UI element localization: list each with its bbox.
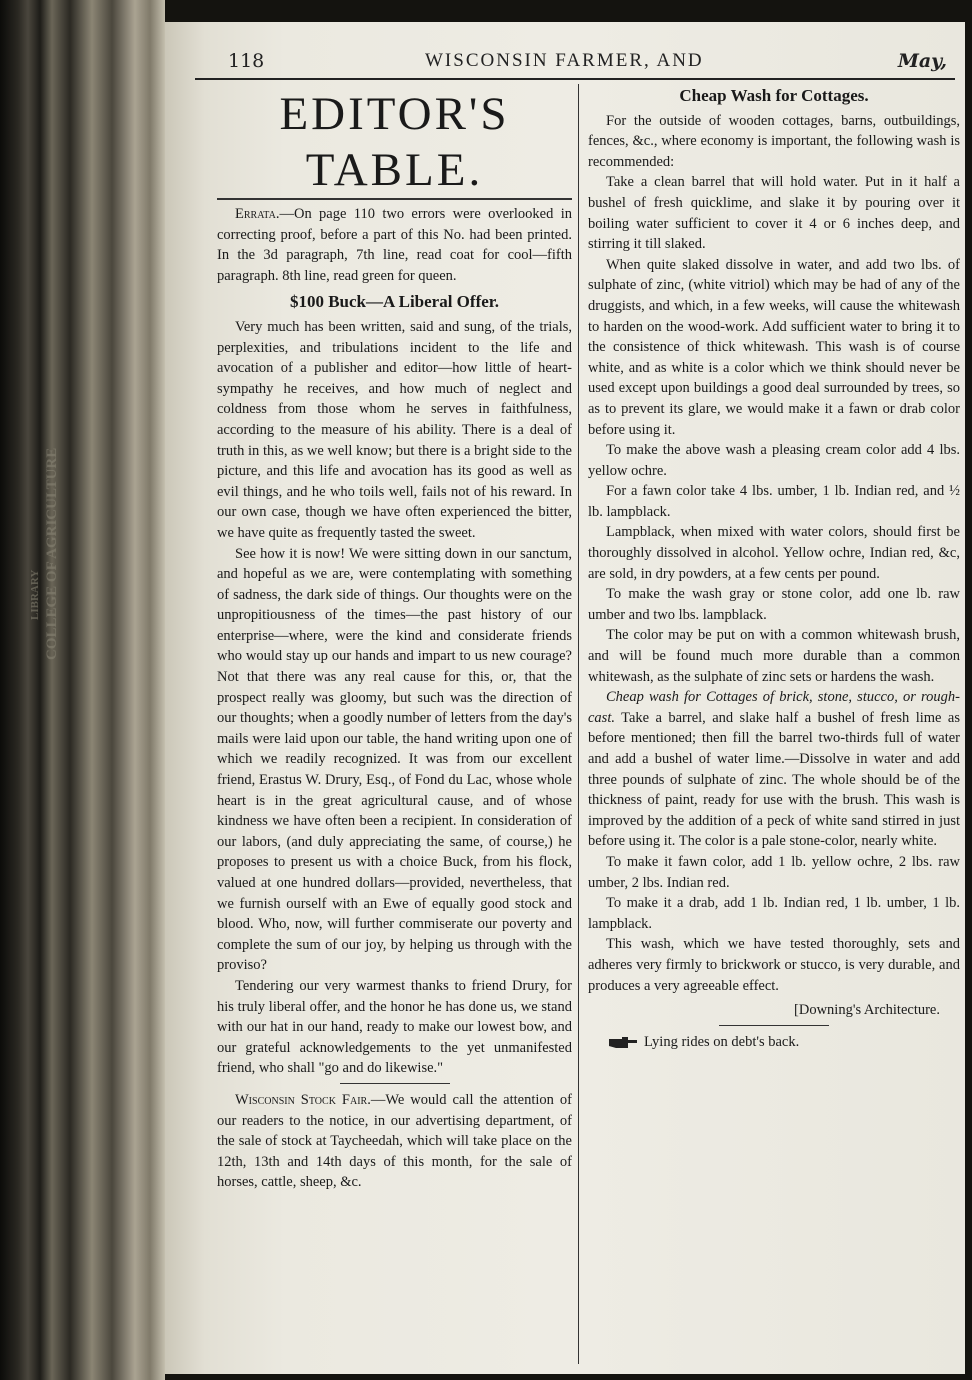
wash-paragraph: To make it a drab, add 1 lb. Indian red, 1 lb. umber, 1 lb. lampblack.	[588, 895, 960, 932]
article-paragraph: Tendering our very warmest thanks to friend Drury, for his truly liberal offer, and the honor he has done us, we stand with our hat in our hand, ready to make our lowest bow, and our grateful acknowledgements to the yet unmanifested friend, who shall "go and do likewise."	[217, 977, 572, 1077]
svg-text:LIBRARY: LIBRARY	[29, 569, 41, 620]
svg-text:COLLEGE OF AGRICULTURE: COLLEGE OF AGRICULTURE	[44, 447, 60, 660]
stock-fair-text: —We would call the attention of our readers to the notice, in our advertising department, of the sale of stock at Taycheedah, which will take place on the 12th, 13th and 14th days of this month, for the sale of horses, cattle, sheep, &c.	[217, 1091, 572, 1191]
attribution: [Downing's Architecture.	[794, 1002, 940, 1019]
article-heading-buck: $100 Buck—A Liberal Offer.	[289, 292, 500, 312]
brick-wash-paragraph	[588, 687, 960, 852]
wash-paragraph: Lampblack, when mixed with water colors, should first be thoroughly dissolved in alcohol. Yellow ochre, Indian red, &c, are sold, in dry powders, at a few cents per pound.	[588, 524, 960, 582]
errata-text: —On page 110 two errors were overlooked in correcting proof, before a part of this No. had been printed. In the 3d paragraph, 7th line, read coat for cool—fifth paragraph. 8th line, read green for queen.	[217, 206, 572, 284]
brick-wash-heading: Cheap wash for Cottages of brick, stone, stucco, or rough-cast.	[588, 689, 960, 726]
wash-paragraph: When quite slaked dissolve in water, and add two lbs. of sulphate of zinc, (white vitriol) which may be had of any of the druggists, and which, in a few weeks, will cause the whitewash to harden on the wood-work. Add sufficient water to bring it to the consistence of thick whitewash. This wash is of course white, and as white is a color which we think should never be used except upon buildings a good deal surrounded by trees, so as to prevent its glare, we would make it a fawn or drab color before using it.	[588, 256, 960, 438]
section-title: EDITOR'S TABLE.	[217, 84, 572, 200]
library-stamp	[18, 250, 78, 670]
book-binding-edge	[0, 0, 165, 1380]
wash-paragraph: For a fawn color take 4 lbs. umber, 1 lb. Indian red, and ½ lb. lampblack.	[588, 483, 960, 520]
page-number: 118	[228, 50, 265, 72]
stock-fair-paragraph	[217, 1090, 572, 1193]
divider-rule	[719, 1025, 829, 1026]
article-paragraph: Very much has been written, said and sung, of the trials, perplexities, and tribulations incident to the life and avocation of a publisher and editor—how little of heart-sympathy he receives, and how much of neglect and coldness from those whom he serves in faithfulness, according to the measure of his ability. There is a deal of truth in this, as we well know; but there is a bright side to the picture, and this life and avocation has its good as well as evil things, and he who toils well, fails not of his reward. In our own case, though we have often experienced the bitter, we have quite as frequently tasted the sweet.	[217, 318, 572, 541]
stock-fair-label: Wisconsin Stock Fair.	[235, 1091, 371, 1108]
wash-paragraph: To make the above wash a pleasing cream color add 4 lbs. yellow ochre.	[588, 442, 960, 479]
divider-rule	[340, 1083, 450, 1084]
newspaper-page	[165, 22, 965, 1374]
issue-month: May,	[897, 50, 947, 72]
right-column	[588, 84, 960, 1052]
pointing-hand-icon	[608, 1036, 638, 1049]
wash-paragraph: To make it fawn color, add 1 lb. yellow ochre, 2 lbs. raw umber, 2 lbs. Indian red.	[588, 853, 960, 891]
errata-label: Errata.	[235, 206, 280, 222]
article-paragraph: See how it is now! We were sitting down in our sanctum, and hopeful as we are, were contemplating with something of sadness, the dark side of things. Our thoughts were on the unpropitiousness of the times—the past history of our enterprise—where, were the kind and considerate friends who would stay up our hands and impart to us new courage? Not that there was any real cause for this, or, that the prospect really was gloomy, but such was the direction of our thoughts; when a goodly number of letters from the day's mails were laid upon our table, the hand writing upon one of which we readily recognized. It was from our excellent friend, Erastus W. Drury, Esq., of Fond du Lac, whose whole heart is in the great agricultural cause, and of whose kindness we have often been a recipient. In consideration of our labors, (and duly appreciating the same, of course,) he proposes to present us with a choice Buck, from his flock, valued at one hundred dollars—provided, nevertheless, that we furnish ourself with an Ewe of equally good stock and blood. Who, now, will further commiserate our poverty and complete the sum of our joy, by helping us through with the proviso?	[217, 545, 572, 974]
column-divider	[578, 84, 579, 1364]
wash-paragraph: To make the wash gray or stone color, add one lb. raw umber and two lbs. lampblack.	[588, 586, 960, 623]
wash-paragraph: Take a clean barrel that will hold water. Put in it half a bushel of fresh quicklime, and slake it by pouring over it boiling water sufficient to cover it 4 or 6 inches deep, and stirring it till slaked.	[588, 174, 960, 253]
running-title: WISCONSIN FARMER, AND	[425, 50, 704, 71]
footnote-text: Lying rides on debt's back.	[644, 1033, 800, 1050]
wash-paragraph: This wash, which we have tested thoroughly, sets and adheres very firmly to brickwork or stucco, is very durable, and produces a very agreeable effect.	[588, 936, 960, 994]
errata-paragraph	[217, 204, 572, 286]
left-column	[217, 84, 572, 1193]
footnote	[608, 1032, 960, 1053]
wash-paragraph: The color may be put on with a common whitewash brush, and will be found much more durable than a common whitewash, as the sulphate of zinc sets or hardens the wash.	[588, 627, 960, 685]
article-heading-wash: Cheap Wash for Cottages.	[679, 86, 869, 105]
brick-wash-text: Take a barrel, and slake half a bushel of fresh lime as before mentioned; then fill the barrel two-thirds full of water and add a bushel of water lime.—Dissolve in water and add three pounds of sulphate of zinc. The whole should be of the thickness of paint, ready for use with the brush. This wash is improved by the addition of a peck of white sand stirred in just before using it. The color is a pale stone-color, nearly white.	[588, 709, 960, 850]
wash-paragraph: For the outside of wooden cottages, barns, outbuildings, fences, &c., where economy is important, the following wash is recommended:	[588, 112, 960, 170]
page-header	[195, 48, 955, 80]
